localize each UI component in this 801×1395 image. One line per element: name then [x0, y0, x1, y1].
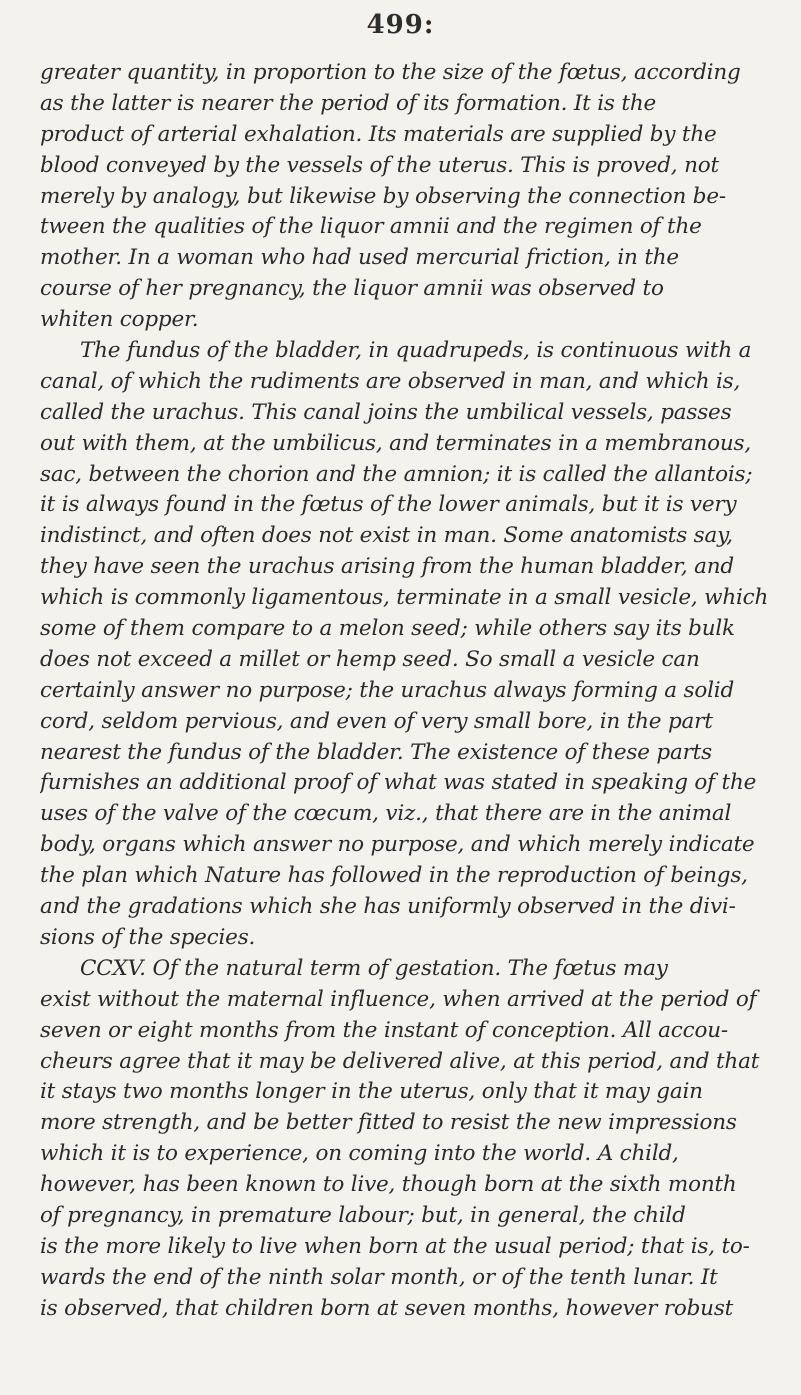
- text-line: blood conveyed by the vessels of the uterus. This is proved, not: [40, 152, 719, 178]
- text-line: sac, between the chorion and the amnion; it is called the allantois;: [40, 461, 753, 487]
- text-line: exist without the maternal influence, when arrived at the period of: [40, 986, 757, 1012]
- text-line: more strength, and be better fitted to resist the new impressions: [40, 1110, 737, 1136]
- text-line: certainly answer no purpose; the urachus always forming a solid: [40, 677, 735, 703]
- text-line: canal, of which the rudiments are observed in man, and which is,: [40, 368, 741, 394]
- text-line: is the more likely to live when born at the usual period; that is, to-: [40, 1233, 750, 1259]
- text-line: they have seen the urachus arising from the human bladder, and: [40, 554, 734, 580]
- section-heading-line: CCXV. Of the natural term of gestation. The fœtus may: [80, 955, 668, 981]
- paragraph-first-line: The fundus of the bladder, in quadrupeds, is continuous with a: [80, 338, 752, 364]
- page-number: 499:: [366, 10, 435, 40]
- text-line: the plan which Nature has followed in the reproduction of beings,: [40, 863, 748, 889]
- text-line: some of them compare to a melon seed; while others say its bulk: [40, 616, 735, 642]
- text-line: nearest the fundus of the bladder. The existence of these parts: [40, 739, 712, 765]
- text-line: it is always found in the fœtus of the lower animals, but it is very: [40, 492, 737, 518]
- text-line: is observed, that children born at seven months, however robust: [40, 1295, 734, 1321]
- text-line: mother. In a woman who had used mercurial friction, in the: [40, 245, 679, 271]
- text-line: uses of the valve of the cœcum, viz., that there are in the animal: [40, 801, 732, 827]
- text-line: seven or eight months from the instant of conception. All accou-: [40, 1017, 728, 1043]
- text-line: cord, seldom pervious, and even of very small bore, in the part: [40, 708, 713, 734]
- text-line: of pregnancy, in premature labour; but, in general, the child: [40, 1202, 686, 1228]
- text-line: greater quantity, in proportion to the size of the fœtus, according: [40, 60, 741, 85]
- text-line: does not exceed a millet or hemp seed. So small a vesicle can: [40, 646, 700, 672]
- text-line: tween the qualities of the liquor amnii and the regimen of the: [40, 214, 702, 240]
- text-line: and the gradations which she has uniformly observed in the divi-: [40, 894, 736, 920]
- text-line: body, organs which answer no purpose, and which merely indicate: [40, 832, 755, 858]
- text-line: furnishes an additional proof of what was stated in speaking of the: [40, 770, 757, 796]
- text-line: called the urachus. This canal joins the umbilical vessels, passes: [40, 399, 732, 425]
- text-line: wards the end of the ninth solar month, or of the tenth lunar. It: [40, 1264, 718, 1290]
- text-line: cheurs agree that it may be delivered alive, at this period, and that: [40, 1048, 760, 1074]
- text-line: out with them, at the umbilicus, and terminates in a membranous,: [40, 430, 752, 456]
- text-line: indistinct, and often does not exist in man. Some anatomists say,: [40, 523, 733, 549]
- text-body: [40, 58, 780, 1325]
- text-line: product of arterial exhalation. Its materials are supplied by the: [40, 121, 717, 147]
- text-line: whiten copper.: [40, 307, 199, 333]
- text-line: however, has been known to live, though born at the sixth month: [40, 1172, 737, 1198]
- text-line: it stays two months longer in the uterus, only that it may gain: [40, 1079, 703, 1105]
- text-line: which it is to experience, on coming into the world. A child,: [40, 1141, 679, 1167]
- text-line: merely by analogy, but likewise by observing the connection be-: [40, 183, 726, 209]
- text-line: course of her pregnancy, the liquor amnii was observed to: [40, 276, 664, 302]
- text-line: which is commonly ligamentous, terminate in a small vesicle, which: [40, 585, 769, 611]
- text-line: as the latter is nearer the period of its formation. It is the: [40, 90, 657, 116]
- text-line: sions of the species.: [40, 924, 256, 950]
